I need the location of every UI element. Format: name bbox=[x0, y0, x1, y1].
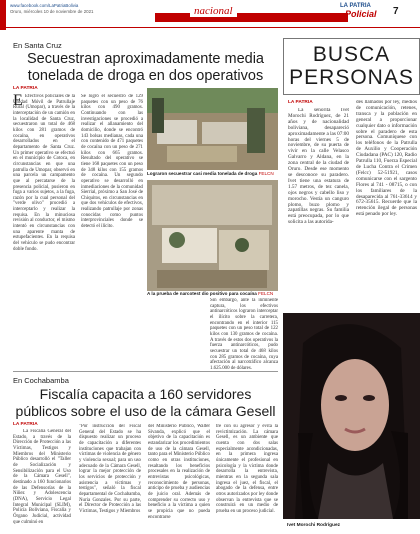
story1-col1: Efectivos policiales de la Unidad Móvil de Patrullaje Rural (Umopar), a través de la interceptación de un camión en la localidad de Santa Cruz, secuestraron un total de 468 kilos con 281 gramos de cocaína, en operativos desarrollados en el departamento de Santa Cruz. Un primer operativo se efectuó en el municipio de Cotoca, en circunstancias en que una patrulla de Umopar, observó en una parcela un campamento que al percatarse de la presencia policial, pusieron en fuga a varios sujetos, a la fuga, razón por la cual personal del "verde olivo" procedió a interceptarlo y realizar la requisa. En la minuciosa revisión al conductor, el mismo intentó en circunstancias con una aparente manta de estupefacientes. En la requisa del vehículo se pudo encontrar doble fondo. bbox=[13, 94, 75, 252]
story1-caption-1 bbox=[147, 171, 278, 177]
photo-caption: Ivet Morochi Rodríguez bbox=[287, 523, 341, 528]
story1-photo-2 bbox=[147, 180, 278, 291]
story1-caption-1-credit: FELCN bbox=[258, 171, 274, 176]
story2-col4: tre con su agresor y evita la revictimización. La cámara Gesell, es un ambiente que cuenta con dos salas especialmente acondicionadas, en la primera ingresa únicamente el profesional en psicología y la víctima donde desarrolla la entrevista, mientras en la segunda sala ingresa el juez, el fiscal, el abogado de la defensa, entre otros autorizados por ley donde observan la entrevista que se construirá en un medio de prueba en un proceso judicial. bbox=[216, 424, 278, 514]
missing-person-photo bbox=[283, 313, 420, 519]
story1-headline: Secuestran aproximadamente media tonelada de droga en dos operativos bbox=[27, 51, 264, 84]
story2-headline: Fiscalía capacita a 160 servidores públicos sobre el uso de la cámara Gesell bbox=[15, 386, 276, 419]
story1-location: En Santa Cruz bbox=[13, 41, 62, 50]
story1-caption-2 bbox=[147, 291, 278, 297]
busca-col2: des llamados por ley, medios de comunicación, retenes, transca y la población en general a proporcionar cualquier dato o información sobre el paradero de esta persona. Comuníquese con los teléfonos de la Patrulla de Auxilio y Cooperación Ciudadana (PAC) 120, Radio Patrulla 110, Fuerza Especial de Lucha Contra el Crimen (Felcc) 52-51921, casos comunicarse con el sargento Flores al 741 - 08715, o con los familiares de la desaparecida al 761-33614 y 672-35615. Recuerde que la retención ilegal de personas está penado por ley. bbox=[356, 100, 417, 218]
story2-source: LA PATRIA bbox=[13, 422, 38, 427]
busca-title-2: PERSONAS bbox=[289, 66, 414, 89]
story1-col2: Se logró el secuestro de 129 paquetes con un peso de 76 kilos con 490 gramos. Continuando con las investigaciones se procedió a realizar el allanamiento del domicilio, donde se encontró 143 bolsas medianas, cada una con contenido de 471 paquetes de cocaína con un peso de 271 kilos con 665 gramos. Resultado del operativo se tiene 168 paquetes con un peso de 348 kilos con 155 gramos de cocaína. Un segundo operativo se desarrolló en inmediaciones de la comunidad Sierrial, próximo a San José de Chiquitos, en circunstancias en que dos vehículos de efectivos, realizando patrullaje por zonas conocidas como puntos interprovinciales donde se detectó el ilícito. bbox=[81, 94, 143, 230]
story2-col3: del Ministerio Público, Walter Sivanda, explicó que el objetivo de la capacitación es estandarizar los procedimientos de uso de la cámara Gesell, tanto para el Ministerio Público como en otras instituciones, resaltando los beneficios procesales en la realización de entrevistas psicológicas, reconocimiento de personas, anticipo de prueba y audiencias de juicio oral. Además de comprender su correcto uso y beneficio a la víctima a quien se propicia que no pueda encontrarse bbox=[148, 424, 210, 520]
brand-sub: Policial bbox=[345, 9, 377, 19]
busca-source: LA PATRIA bbox=[288, 100, 313, 105]
story2-col1: La Fiscalía General del Estado, a través de la Dirección de Protección a las Víctimas, Testigos y Miembros del Ministerio Público desarrolló el "Taller de Socialización y Sensibilización para el Uso de la Cámara Gesell", destinado a 160 funcionarios de las Defensorías de la Niñez y Adolescencia (DNA), Servicio Legal Integral Municipal (SLIM), Policía Boliviana, Fiscalía y Órgano Judicial, actividad que culminó en bbox=[13, 429, 71, 525]
dateline: Oruro, miércoles 10 de noviembre de 2021 bbox=[10, 9, 94, 14]
story1-dropcap: E bbox=[13, 92, 23, 109]
header-left-strip bbox=[0, 0, 6, 30]
busca-title-1: BUSCA bbox=[312, 43, 391, 66]
story1-caption-1-text: Lograron secuestrar casi media tonelada de droga bbox=[147, 171, 258, 176]
story2-location: En Cochabamba bbox=[13, 376, 69, 385]
story1-col3: Sin embargo, ante la inminente captura, los efectivos antinarcóticos lograron interceptar el ilícito sobre la carretera, encontrando en el interior 115 paquetes con un peso total de 122 kilos con 130 gramos de cocaína. A través de estos dos operativos la fuerza antinarcóticos, pudo secuestrar un total de 468 kilos con 285 gramos de cocaína, cuya afectación al narcotráfico alcanza 1.625.000 de dólares. bbox=[210, 298, 278, 370]
story-divider bbox=[13, 371, 278, 372]
story1-caption-2-credit: FELCN bbox=[258, 291, 274, 296]
header-underline bbox=[6, 27, 420, 28]
facebook-url[interactable]: www.facebook.com/LaPatriaBolivia bbox=[10, 3, 79, 8]
story1-caption-2-text: A la prueba de narcotest dio positivo para cocaína bbox=[147, 291, 257, 296]
story2-col2: "Por instrucción del Fiscal General del Estado se ha dispuesto realizar un proceso de capacitación a diferentes instituciones que trabajan con víctimas de violencia de género y violencia sexual; para un uso adecuado de la Cámara Gesell, lograr la mejor protección de los servicios de protección y asistencia a víctimas y testigos", señaló la fiscal departamental de Cochabamba, Nuria Gonzales. Por su parte, el Director de Protección a las Víctimas, Testigos y Miembros bbox=[79, 424, 141, 514]
header-bar bbox=[0, 0, 420, 30]
brand-top: LA PATRIA bbox=[340, 3, 371, 9]
busca-col1: La señorita Ivet Morochi Rodríguez, de 21 años y de nacionalidad boliviana, desapareció aproximadamente a las 07:00 horas del viernes 5 de noviembre, de su puerta de vivir en la calle Velasco Galvarro y Aldana, en la zona central de la ciudad de Oruro. Desde ese momento se desconoce su paradero. Ivet tiene una estatura de 1.57 metros, de tez canela, ojos negros y cabello liso y morocho. Vestía un canguro plomo, buzo plomo y zapatillas negras. Su familia está preocupada, por lo que solicita a las autorida- bbox=[288, 108, 349, 226]
section-banner bbox=[155, 13, 348, 22]
story1-photo-1 bbox=[147, 88, 278, 170]
page-number: 7 bbox=[393, 6, 399, 17]
section-label: nacional bbox=[190, 5, 237, 17]
story1-source: LA PATRIA bbox=[13, 86, 38, 91]
